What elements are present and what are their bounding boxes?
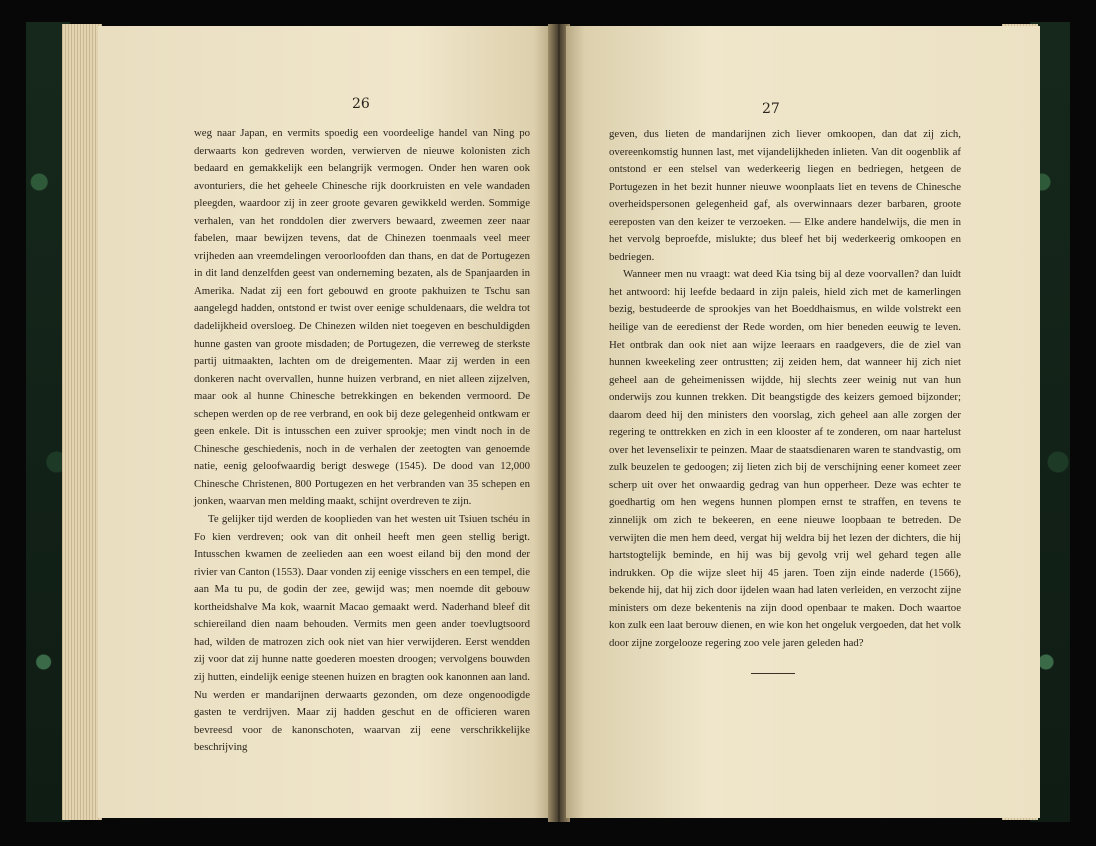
chapter-end-rule — [751, 673, 795, 674]
left-paragraph-1: weg naar Japan, en vermits spoedig een voordeelige handel van Ning po derwaarts kon gedreven worden, verwierven de nieuwe kolonisten zich bedaard en gemakkelijk een belangrijk vermogen. Onder hen waren ook avonturiers, die het geheele Chinesche rijk doorkruisten en vele wandaden pleegden, waardoor zij in zeer groote gevaren gewikkeld werden. Sommige verhalen, van het ronddolen dier zwervers bewaard, zweemen zeer naar fabelen, maar bewijzen tevens, dat de Chinezen toenmaals veel meer vrijheden aan vreemdelingen veroorloofden dan thans, en dat de Portugezen in dit land denzelfden geest van onderneming bezaten, als de Spanjaarden in Amerika. Nadat zij een fort gebouwd en groote pakhuizen te Tschu san aangelegd hadden, ontstond er twist over eenige schuldenaars, die weldra tot dadelijkheid oversloeg. De Chinezen wilden niet toegeven en beschuldigden hunne gasten van groote misdaden; de Portugezen, die verreweg de sterkste partij uitmaakten, lachten om de dreigementen. Maar zij werden in een donkeren nacht overvallen, hunne huizen verbrand, en niet alleen zijzelven, maar ook al hunne Chinesche betrekkingen en bekenden vermoord. De schepen werden op de ree verbrand, en ook bij deze gelegenheid ontkwam er geen enkele. Dit is intusschen een zuiver sprookje; men vindt noch in de Chinesche geschiedenis, noch in de verhalen der zeetogten van genoemde natie, eenig geloofwaardig berigt deswege (1545). De dood van 12,000 Chinesche Christenen, 800 Portugezen en het verbranden van 35 schepen en jonken, waarvan men melding maakt, schijnt overdreven te zijn. — [194, 127, 530, 508]
right-page-text — [609, 126, 961, 652]
right-page — [566, 26, 1040, 818]
left-page-edges — [62, 24, 102, 820]
left-page-number: 26 — [352, 96, 370, 112]
right-paragraph-1: geven, dus lieten de mandarijnen zich liever omkoopen, dan dat zij zich, overeenkomstig hunnen last, met vijandelijkheden inlieten. Van dit oogenblik af ontstond er een stelsel van wederkeerig liegen en bedriegen, hetgeen de Portugezen in het bezit hunner nieuwe woonplaats liet en tevens de Chinesche overheidspersonen gelegenheid gaf, als overwinnaars dezer barbaren, groote eereposten van den keizer te verzoeken. — Elke andere handelwijs, die men in het vervolg beproefde, mislukte; dus bleef het bij wederkeerig omkoopen en bedriegen. — [609, 128, 961, 263]
left-paragraph-2: Te gelijker tijd werden de kooplieden van het westen uit Tsiuen tschéu in Fo kien verdreven; ook van dit onheil heeft men geen stellig berigt. Intusschen kwamen de zeelieden aan een woest eiland bij den mond der rivier van Canton (1553). Daar vonden zij eenige visschers en een tempel, die aan Ma tu pu, de godin der zee, gewijd was; men noemde dit gebouw kortheidshalve Ma kok, waarnit Macao gemaakt werd. Naderhand bleef dit schiereiland dien naam behouden. Vermits men geen ander toevlugtsoord had, wilden de matrozen zich ook niet van hier verwijderen. Eerst wendden zij voor dat zij hunne natte goederen moesten droogen; vervolgens bouwden zij hutten, eindelijk eenige steenen huizen en bragten ook kanonnen aan land. Nu werden er mandarijnen derwaarts gezonden, om deze ongenoodigde gasten te verdrijven. Maar zij hadden geschut en de officieren waren bevreesd voor de kanonschoten, waarvan zij eene verschrikkelijke beschrijving — [194, 513, 530, 754]
left-page-text — [194, 125, 530, 757]
left-page — [98, 26, 552, 818]
right-paragraph-2: Wanneer men nu vraagt: wat deed Kia tsing bij al deze voorvallen? dan luidt het antwoord: hij leefde bedaard in zijn paleis, hield zich met de kamerlingen bezig, bestudeerde de sprookjes van het Boeddhaismus, en wilde volstrekt een heilige van de eeredienst der Rede worden, om hier beneden eeuwig te leven. Het ontbrak dan ook niet aan wijze leeraars en raadgevers, die de ziel van hunnen kweekeling zeer ontrustten; zij zeiden hem, dat wanneer hij zich niet geheel aan de geheimenissen wijdde, hij slechts zeer weinig nut van hun onderwijs zou kunnen trekken. Dit beangstigde des keizers gemoed bijzonder; daarom deed hij den ministers den voorslag, zich geheel aan alle zorgen der regering te onttrekken en zich in een klooster af te zonderen, om naar hartelust over het levenselixir te peinzen. Maar de staatsdienaren waren te standvastig, om zulk beuzelen te gedoogen; zij lieten zich bij de verschijning eener komeet zeer scherp uit over het onwaardig gedrag van hun opperheer. Deze was echter te goedhartig om hen wegens hunnen plompen ernst te straffen, en tevens te zinnelijk om zich te bekeeren, en eene nieuwe loopbaan te betreden. De verwijten die men hem deed, vergat hij weldra bij het lezen der dichters, die hij hartstogtelijk beminde, en hij was bij gevolg vrij wel gehard tegen alle indrukken. Op die wijze sleet hij 45 jaren. Toen zijn einde naderde (1566), bekende hij, dat hij zich door ijdelen waan had laten verleiden, en verzocht zijne ministers om deze bekentenis na zijn dood openbaar te maken. Doch waartoe kon zulk een laat berouw dienen, en wie kon het ongeluk vergoeden, dat het volk door zijne zorgelooze regering zoo vele jaren geleden had? — [609, 268, 961, 649]
right-page-number: 27 — [762, 101, 780, 117]
